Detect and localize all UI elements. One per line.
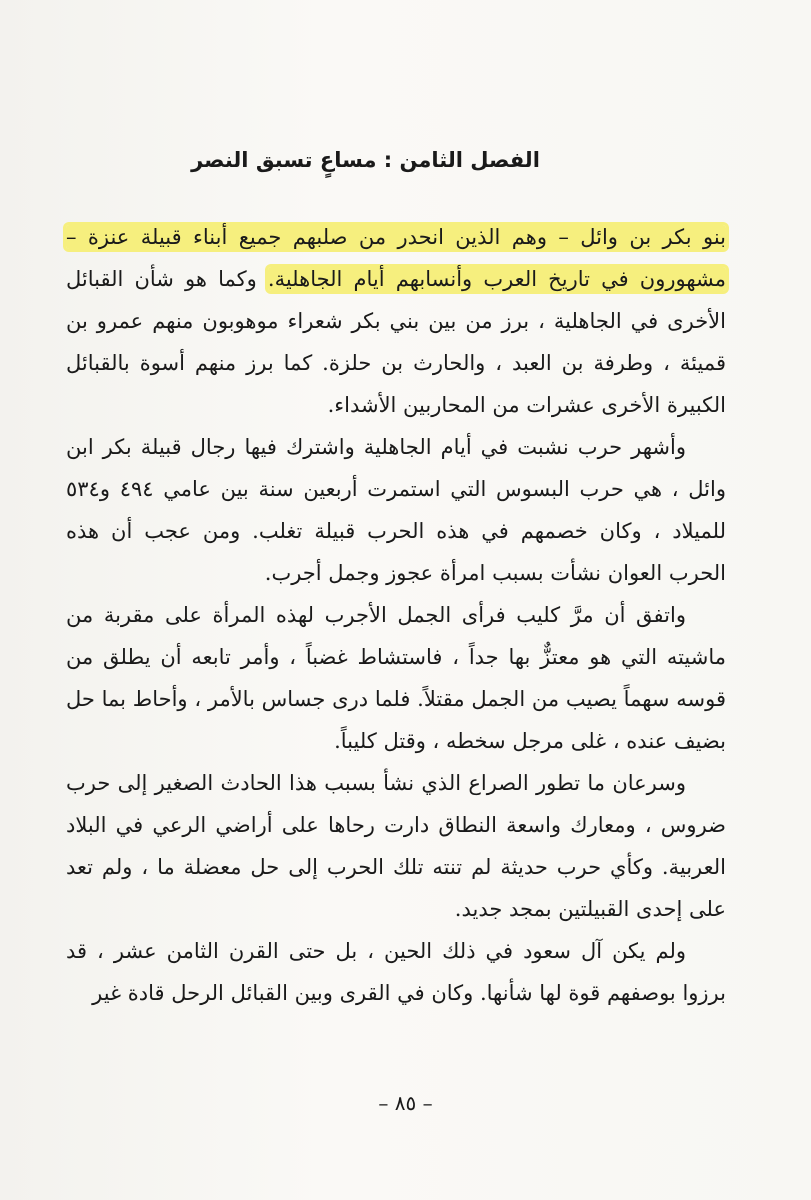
body-text [66,216,726,1014]
chapter-title: الفصل الثامن : مساعٍ تسبق النصر [191,148,540,172]
highlighted-text: بنو بكر بن وائل – وهم الذين انحدر من صلبهم جميع أبناء قبيلة عنزة – مشهورون في تاريخ العرب وأنسابهم أيام الجاهلية. [66,225,726,291]
paragraph-1-text: وكما هو شأن القبائل الأخرى في الجاهلية ، برز من بين بني بكر شعراء موهوبون منهم عمرو بن قميئة ، وطرفة بن العبد ، والحارث بن حلزة. كما برز منهم أسوة بالقبائل الكبيرة الأخرى عشرات من المحاربين الأشداء. [66,267,726,417]
paragraph-3: واتفق أن مرَّ كليب فرأى الجمل الأجرب لهذه المرأة على مقربة من ماشيته التي هو معتزٌّ بها جداً ، فاستشاط غضباً ، وأمر تابعه أن يطلق من قوسه سهماً يصيب من الجمل مقتلاً. فلما درى جساس بالأمر ، وأحاط بما حل بضيف عنده ، غلى مرجل سخطه ، وقتل كليباً. [66,603,726,753]
paragraph-4: وسرعان ما تطور الصراع الذي نشأ بسبب هذا الحادث الصغير إلى حرب ضروس ، ومعارك واسعة النطاق دارت رحاها على أراضي الرعي في البلاد العربية. وكأي حرب حديثة لم تنته تلك الحرب إلى حل معضلة ما ، ولم تعد على إحدى القبيلتين بمجد جديد. [66,771,726,921]
paragraph-2: وأشهر حرب نشبت في أيام الجاهلية واشترك فيها رجال قبيلة بكر ابن وائل ، هي حرب البسوس التي استمرت أربعين سنة بين عامي ٤٩٤ و٥٣٤ للميلاد ، وكان خصمهم في هذه الحرب قبيلة تغلب. ومن عجب أن هذه الحرب العوان نشأت بسبب امرأة عجوز وجمل أجرب. [66,435,726,585]
page-number: – ٨٥ – [378,1091,433,1115]
paragraph-5: ولم يكن آل سعود في ذلك الحين ، بل حتى القرن الثامن عشر ، قد برزوا بوصفهم قوة لها شأنها. وكان في القرى وبين القبائل الرحل قادة غير [66,939,726,1005]
paragraph-1 [66,216,726,426]
